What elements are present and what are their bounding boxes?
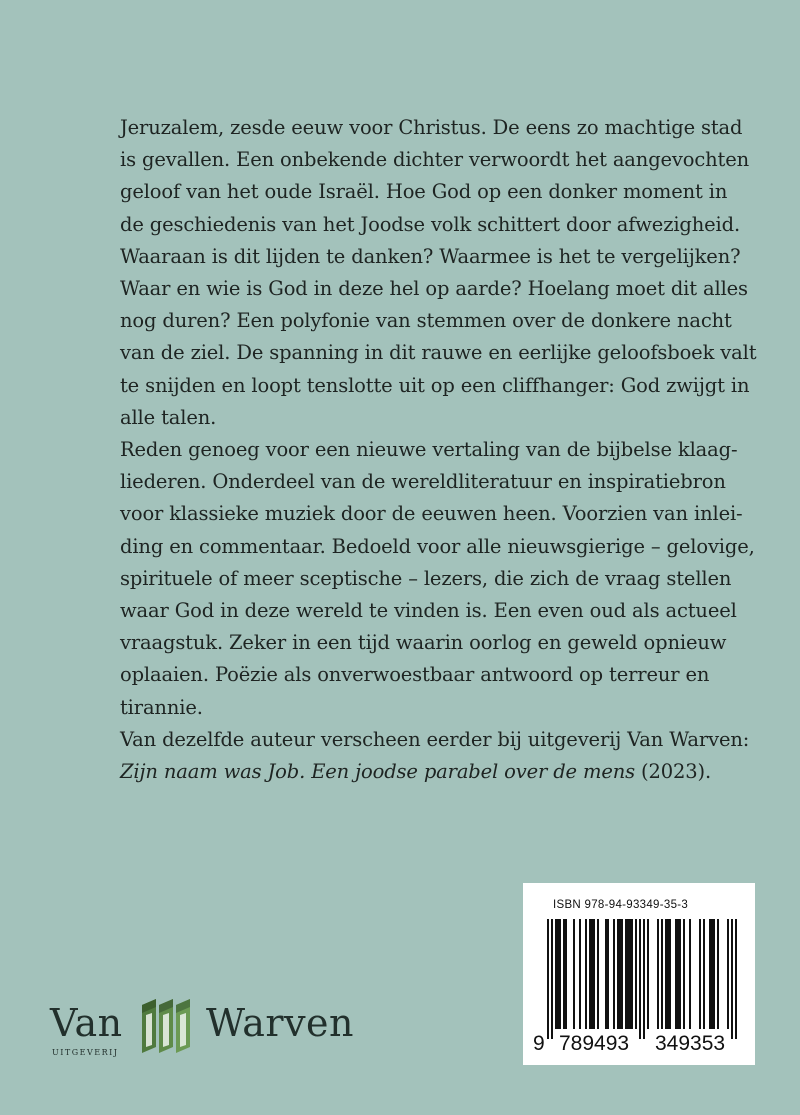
barcode-bar — [709, 919, 711, 1029]
barcode-bar — [565, 919, 567, 1029]
barcode-bar — [643, 919, 645, 1039]
ean-left-group: 789493 — [559, 1032, 630, 1055]
barcode-bar — [679, 919, 681, 1029]
barcode-bar — [627, 919, 629, 1029]
blurb-paragraph-1 — [120, 112, 757, 434]
barcode-bar — [639, 919, 641, 1039]
blurb-line: voor klassieke muziek door de eeuwen heen. Voorzien van inlei- — [120, 502, 743, 526]
barcode-bar — [579, 919, 581, 1029]
barcode-bar — [563, 919, 565, 1029]
barcode-bar — [591, 919, 593, 1029]
logo-warven-text: Warven — [206, 1001, 355, 1045]
ean-first-digit: 9 — [533, 1032, 545, 1055]
blurb-line: liederen. Onderdeel van de wereldliteratuur en inspiratiebron — [120, 470, 726, 494]
blurb-line: Reden genoeg voor een nieuwe vertaling van de bijbelse klaag- — [120, 438, 738, 462]
barcode-bar — [703, 919, 705, 1029]
barcode-bar — [727, 919, 729, 1029]
blurb-line: spirituele of meer sceptische – lezers, die zich de vraag stellen — [120, 566, 732, 590]
blurb-line: geloof van het oude Israël. Hoe God op een donker moment in — [120, 180, 728, 204]
blurb-line: is gevallen. Een onbekende dichter verwoordt het aangevochten — [120, 148, 750, 172]
barcode-bar — [629, 919, 631, 1029]
barcode-bar — [589, 919, 591, 1029]
blurb-line: Waaraan is dit lijden te danken? Waarmee is het te vergelijken? — [120, 244, 741, 268]
barcode-bar — [699, 919, 701, 1029]
barcode-bar — [593, 919, 595, 1029]
barcode-bar — [605, 919, 607, 1029]
publisher-logo — [50, 995, 355, 1065]
blurb-line: Waar en wie is God in deze hel op aarde? Hoelang moet dit alles — [120, 277, 748, 301]
barcode-bar — [597, 919, 599, 1029]
barcode-bar — [625, 919, 627, 1029]
blurb-line: alle talen. — [120, 405, 217, 429]
isbn-barcode — [523, 883, 755, 1065]
barcode-bar — [555, 919, 557, 1029]
barcode-bar — [585, 919, 587, 1029]
barcode-bar — [675, 919, 677, 1029]
blurb-line: vraagstuk. Zeker in een tijd waarin oorlog en geweld opnieuw — [120, 631, 727, 655]
barcode-bar — [635, 919, 637, 1029]
barcode-bar — [607, 919, 609, 1029]
barcode-bar — [677, 919, 679, 1029]
barcode-bar — [667, 919, 669, 1029]
barcode-bar — [551, 919, 553, 1039]
blurb-line: Van dezelfde auteur verscheen eerder bij uitgeverij Van Warven: — [120, 727, 750, 751]
blurb-line: tirannie. — [120, 695, 203, 719]
barcode-bar — [613, 919, 615, 1029]
barcode-bar — [657, 919, 659, 1029]
blurb-line: oplaaien. Poëzie als onverwoestbaar antwoord op terreur en — [120, 663, 710, 687]
logo-subtitle: UITGEVERIJ — [52, 1048, 119, 1057]
blurb-line: te snijden en loopt tenslotte uit op een cliffhanger: God zwijgt in — [120, 373, 750, 397]
previous-book-title: Zijn naam was Job. Een joodse parabel over de mens — [120, 760, 635, 784]
barcode-bar — [669, 919, 671, 1029]
barcode-bar — [665, 919, 667, 1029]
blurb-line: Jeruzalem, zesde eeuw voor Christus. De eens zo machtige stad — [120, 116, 743, 139]
barcode-bar — [661, 919, 663, 1029]
barcode-bar — [547, 919, 549, 1039]
isbn-label: ISBN 978-94-93349-35-3 — [553, 899, 689, 911]
back-cover-blurb — [120, 112, 757, 788]
barcode-bar — [735, 919, 737, 1039]
barcode-bar — [731, 919, 733, 1039]
barcode-bar — [557, 919, 559, 1029]
previous-book-year: (2023). — [634, 760, 712, 784]
barcode-bar — [689, 919, 691, 1029]
previous-book-line — [120, 756, 720, 788]
blurb-paragraph-2 — [120, 434, 755, 724]
barcode-bar — [619, 919, 621, 1029]
logo-van-text: Van — [50, 1001, 123, 1045]
blurb-line: ding en commentaar. Bedoeld voor alle nieuwsgierige – gelovige, — [120, 534, 755, 558]
blurb-line: nog duren? Een polyfonie van stemmen over de donkere nacht — [120, 309, 732, 333]
barcode-bar — [559, 919, 561, 1029]
barcode-bar — [713, 919, 715, 1029]
barcode-bar — [711, 919, 713, 1029]
blurb-paragraph-3 — [120, 724, 750, 788]
barcode-bar — [621, 919, 623, 1029]
blurb-line: de geschiedenis van het Joodse volk schittert door afwezigheid. — [120, 212, 741, 236]
blurb-line: van de ziel. De spanning in dit rauwe en eerlijke geloofsboek valt — [120, 341, 757, 365]
blurb-line: waar God in deze wereld te vinden is. Een even oud als actueel — [120, 599, 737, 623]
barcode-bar — [717, 919, 719, 1029]
barcode-bar — [617, 919, 619, 1029]
barcode-bar — [647, 919, 649, 1029]
barcode-bar — [573, 919, 575, 1029]
three-bookmarks-icon — [136, 995, 196, 1059]
barcode-bar — [631, 919, 633, 1029]
ean-right-group: 349353 — [655, 1032, 726, 1055]
barcode-bar — [683, 919, 685, 1029]
